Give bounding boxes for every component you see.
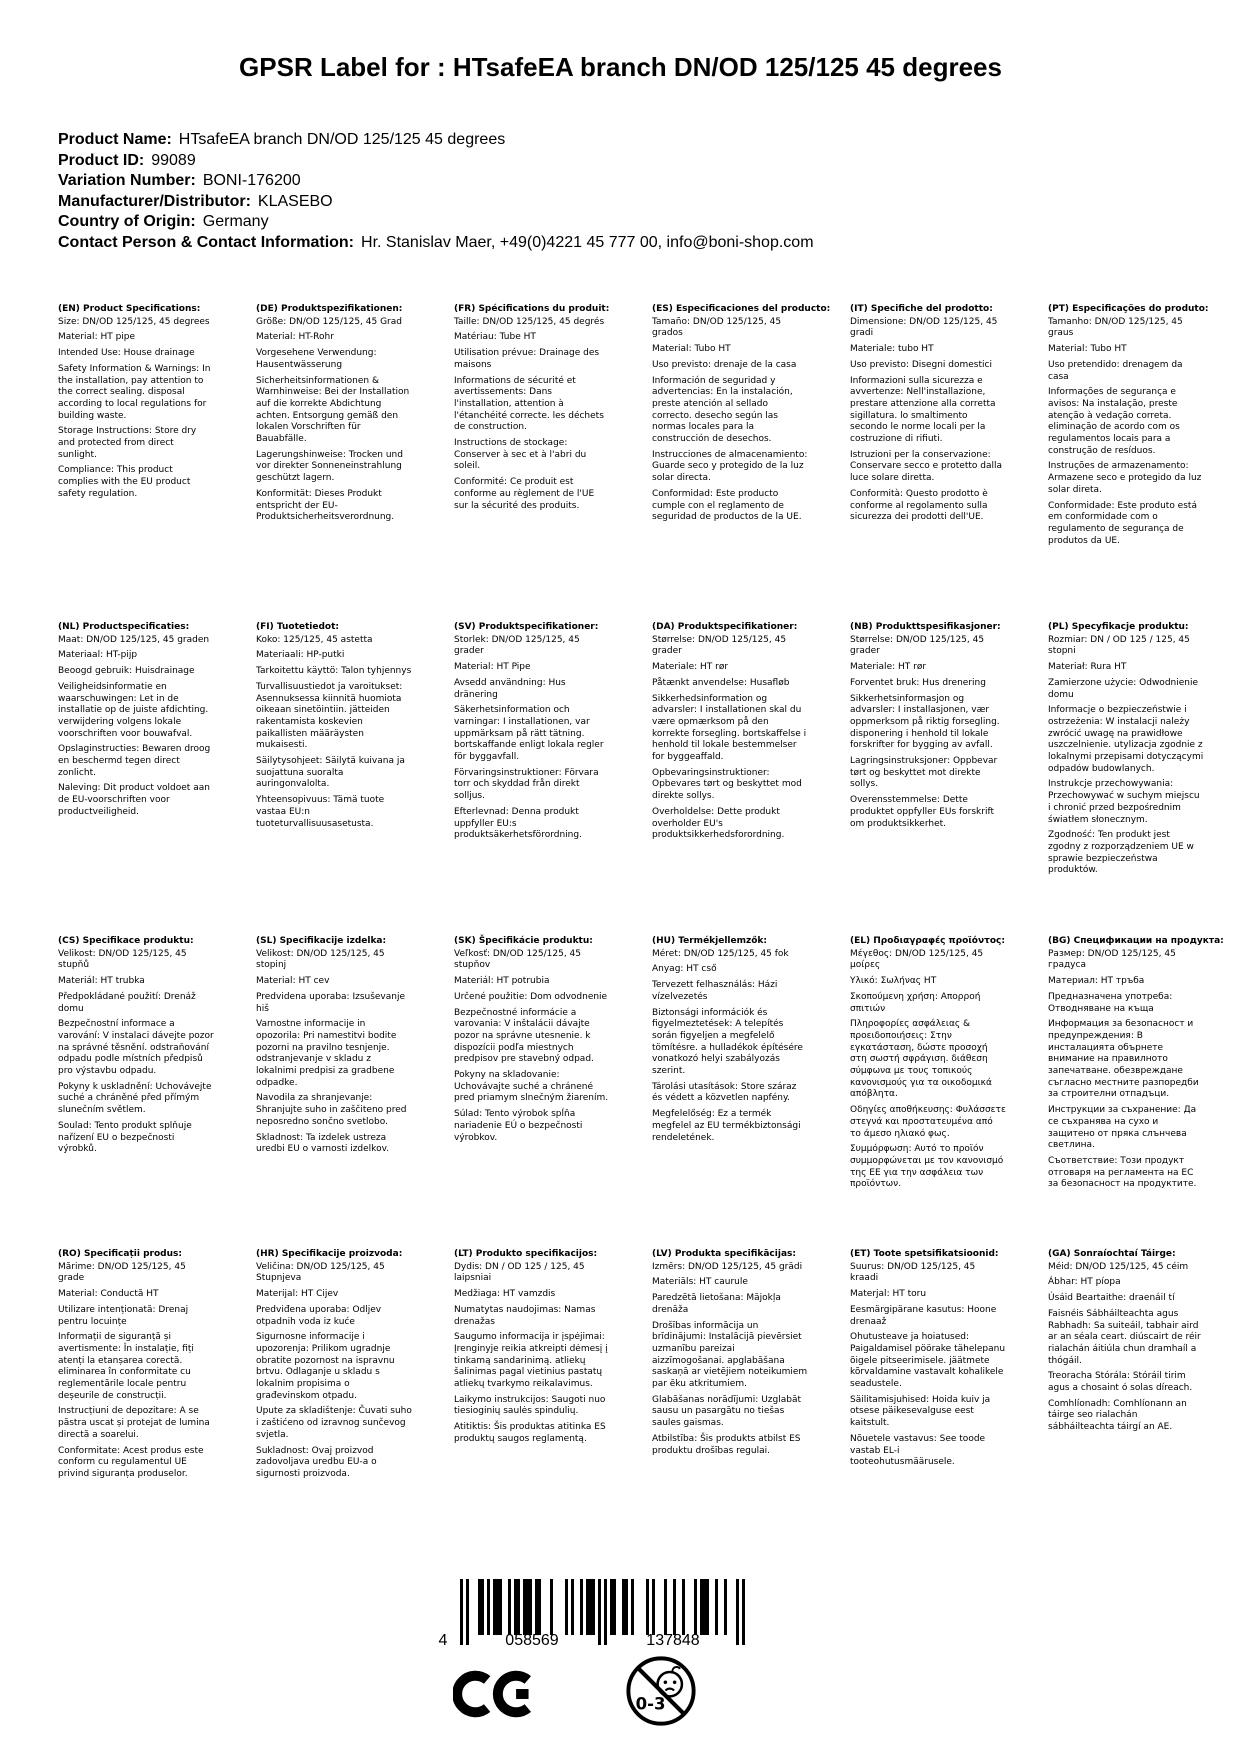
spec-block-header: (HR) Specifikacije proizvoda: — [256, 1249, 403, 1259]
spec-item: Tárolási utasítások: Store száraz és védett a közvetlen napfény. — [652, 1081, 797, 1104]
spec-block-sk — [454, 936, 610, 1148]
spec-block-header: (EL) Προδιαγραφές προϊόντος: — [850, 936, 1005, 946]
variation-number-value: BONI-176200 — [202, 172, 301, 189]
spec-block-header: (FI) Tuotetiedot: — [256, 622, 340, 632]
product-info-row — [58, 130, 814, 151]
spec-block-header: (SK) Špecifikácie produktu: — [454, 936, 593, 946]
spec-item: Informations de sécurité et avertissements: Dans l'installation, attention à l'étanchéité correcte. les déchets de construction. — [454, 375, 604, 433]
spec-block-header: (SV) Produktspecifikationer: — [454, 622, 599, 632]
spec-block-header: (LV) Produkta specifikācijas: — [652, 1249, 796, 1259]
spec-block-header: (CS) Specifikace produktu: — [58, 936, 194, 946]
spec-block-en — [58, 304, 214, 505]
spec-block-bg — [1048, 936, 1224, 1195]
spec-item: Lagringsinstruksjoner: Oppbevar tørt og beskyttet mot direkte sollys. — [850, 756, 998, 790]
spec-item: Предназначена употреба: Отводняване на къща — [1048, 991, 1173, 1014]
spec-item: Méid: DN/OD 125/125, 45 céim — [1048, 1261, 1189, 1272]
spec-item: Matériau: Tube HT — [454, 332, 536, 343]
spec-block-nb — [850, 622, 1006, 834]
spec-block-header: (ES) Especificaciones del producto: — [652, 304, 831, 314]
spec-item: Säilitamisjuhised: Hoida kuiv ja otsese päikesevalguse eest kaitstult. — [850, 1394, 991, 1429]
spec-item: Materiale: tubo HT — [850, 344, 934, 355]
spec-block-header: (BG) Спецификации на продукта: — [1048, 936, 1224, 946]
spec-item: Velikost: DN/OD 125/125, 45 stopinj — [256, 948, 385, 971]
spec-item: Materijal: HT Cijev — [256, 1289, 339, 1300]
spec-item: Dydis: DN / OD 125 / 125, 45 laipsniai — [454, 1261, 585, 1284]
product-info-row — [58, 192, 814, 213]
barcode-icon — [432, 1578, 752, 1652]
spec-block-header: (HU) Termékjellemzők: — [652, 936, 768, 946]
spec-item: Velikost: DN/OD 125/125, 45 stupňů — [58, 948, 187, 971]
spec-item: Størrelse: DN/OD 125/125, 45 grader — [652, 634, 787, 657]
spec-item: Atitiktis: Šis produktas atitinka ES produktų saugos reglamentą. — [454, 1422, 606, 1444]
spec-item: Materiał: Rura HT — [1048, 662, 1127, 673]
spec-block-header: (NL) Productspecificaties: — [58, 622, 190, 632]
spec-block-header: (FR) Spécifications du produit: — [454, 304, 610, 314]
spec-item: Drošības informācija un brīdinājumi: Instalācijā pievērsiet uzmanību pareizai aizzīmogošanai. apglabāšana saskaņā ar vietējiem noteikumiem par ēku atkritumiem. — [652, 1320, 808, 1390]
spec-block-es — [652, 304, 831, 528]
spec-item: Materiaali: HP-putki — [256, 650, 345, 661]
product-info-row — [58, 171, 814, 192]
spec-item: Taille: DN/OD 125/125, 45 degrés — [454, 316, 605, 327]
spec-item: Treoracha Stórála: Stóráil tirim agus a chosaint ó solas díreach. — [1048, 1371, 1193, 1394]
spec-item: Skladnost: Ta izdelek ustreza uredbi EU o varnosti izdelkov. — [256, 1132, 390, 1155]
spec-item: Pokyny k uskladnění: Uchovávejte suché a chráněné před přímým slunečním světlem. — [58, 1081, 212, 1116]
spec-item: Pokyny na skladovanie: Uchovávajte suché a chránené pred priamym slnečným žiarením. — [454, 1070, 609, 1104]
spec-block-header: (RO) Specificații produs: — [58, 1249, 182, 1259]
spec-item: Informacje o bezpieczeństwie i ostrzeżenia: W instalacji należy zwrócić uwagę na prawidłowe uszczelnienie. utylizacja zgodnie z lokalnymi przepisami dotyczącymi odpadów budowlanych. — [1048, 705, 1204, 774]
manufacturer-label: Manufacturer/Distributor: — [58, 192, 251, 210]
spec-item: Navodila za shranjevanje: Shranjujte suho in zaščiteno pred neposredno sončno svetlobo. — [256, 1093, 407, 1127]
spec-item: Beoogd gebruik: Huisdrainage — [58, 666, 195, 677]
spec-item: Información de seguridad y advertencias: En la instalación, preste atención al sellado correcto. desecho según las normas locales para la construcción de desechos. — [652, 375, 793, 445]
spec-item: Tamaño: DN/OD 125/125, 45 grados — [652, 316, 782, 339]
spec-item: Utilisation prévue: Drainage des maisons — [454, 348, 600, 370]
spec-item: Yhteensopivuus: Tämä tuote vastaa EU:n tuoteturvallisuusasetusta. — [256, 795, 385, 829]
spec-item: Uso previsto: drenaje de la casa — [652, 359, 797, 370]
spec-item: Σκοπούμενη χρήση: Απορροή σπιτιών — [850, 991, 981, 1014]
spec-item: Vorgesehene Verwendung: Hausentwässerung — [256, 348, 377, 370]
barcode-digit-group-1: 4 — [438, 1632, 448, 1649]
spec-item: Instruções de armazenamento: Armazene seco e protegido da luz solar direta. — [1048, 461, 1202, 495]
country-of-origin-label: Country of Origin: — [58, 213, 196, 230]
spec-item: Určené použitie: Dom odvodnenie — [454, 991, 608, 1002]
product-name-value: HTsafeEA branch DN/OD 125/125 45 degrees — [178, 131, 506, 148]
spec-item: Safety Information & Warnings: In the installation, pay attention to the correct sealing. disposal according to local regulations for building waste. — [58, 363, 211, 421]
spec-block-header: (NB) Produkttspesifikasjoner: — [850, 622, 1001, 632]
spec-item: Biztonsági információk és figyelmeztetések: A telepítés során figyeljen a megfelelő tömítésre. a hulladékok építésére vonatkozó helyi szabályozás szerint. — [652, 1007, 803, 1077]
spec-item: Material: Conductă HT — [58, 1289, 159, 1300]
variation-number-label: Variation Number: — [58, 172, 196, 189]
spec-block-header: (ET) Toote spetsifikatsioonid: — [850, 1249, 999, 1259]
spec-block-de — [256, 304, 412, 528]
spec-item: Инструкции за съхранение: Да се съхранява на сухо и защитено от пряка слънчева светлина. — [1048, 1105, 1197, 1151]
spec-item: Megfelelőség: Ez a termék megfelel az EU termékbiztonsági rendeletének. — [652, 1109, 801, 1143]
spec-item: Avsedd användning: Hus dränering — [454, 677, 566, 700]
spec-item: Soulad: Tento produkt splňuje nařízení EU o bezpečnosti výrobků. — [58, 1120, 192, 1155]
spec-block-header: (GA) Sonraíochtaí Táirge: — [1048, 1249, 1176, 1259]
spec-item: Upute za skladištenje: Čuvati suho i zaštićeno od izravnog sunčevog svjetla. — [256, 1406, 412, 1440]
ean13-barcode — [432, 1578, 752, 1656]
spec-block-da — [652, 622, 808, 846]
spec-item: Uso previsto: Disegni domestici — [850, 359, 992, 370]
spec-item: Materiál: HT potrubia — [454, 976, 550, 987]
spec-item: Atbilstība: Šis produkts atbilst ES produktu drošības regulai. — [652, 1433, 801, 1456]
spec-item: Material: HT-Rohr — [256, 332, 334, 343]
spec-item: Medžiaga: HT vamzdis — [454, 1289, 556, 1300]
spec-item: Zamierzone użycie: Odwodnienie domu — [1048, 677, 1199, 700]
spec-block-el — [850, 936, 1006, 1195]
spec-item: Veiligheidsinformatie en waarschuwingen: Let in de installatie op de juiste afdichting. verwijdering volgens lokale voorschriften voor bouwafval. — [58, 681, 209, 739]
spec-item: Materiaal: HT-pijp — [58, 650, 138, 661]
spec-item: Mărime: DN/OD 125/125, 45 grade — [58, 1261, 186, 1284]
spec-item: Veličina: DN/OD 125/125, 45 Stupnjeva — [256, 1261, 385, 1284]
spec-item: Conformidade: Este produto está em conformidade com o regulamento de segurança de produtos da UE. — [1048, 500, 1197, 546]
spec-block-fi — [256, 622, 412, 834]
spec-item: Úsáid Beartaithe: draenáil tí — [1048, 1293, 1175, 1304]
spec-item: Dimensione: DN/OD 125/125, 45 gradi — [850, 316, 998, 339]
spec-item: Bezpečnostní informace a varování: V instalaci dávejte pozor na správné těsnění. odstraňování odpadu podle místních předpisů pro výstavbu odpadu. — [58, 1019, 214, 1077]
spec-item: Sicherheitsinformationen & Warnhinweise: Bei der Installation auf die korrekte Abdichtung achten. Entsorgung gemäß den lokalen Vorschriften für Bauabfälle. — [256, 375, 410, 445]
spec-item: Съответствие: Този продукт отговаря на регламента на ЕС за безопасност на продуктите. — [1048, 1155, 1197, 1190]
spec-item: Forventet bruk: Hus drenering — [850, 677, 986, 688]
spec-item: Súlad: Tento výrobok spĺňa nariadenie EÚ o bezpečnosti výrobkov. — [454, 1109, 583, 1143]
spec-block-hu — [652, 936, 808, 1148]
spec-block-header: (DE) Produktspezifikationen: — [256, 304, 403, 314]
spec-grid — [58, 304, 1241, 1485]
spec-block-sv — [454, 622, 610, 846]
spec-item: Faisnéis Sábháilteachta agus Rabhadh: Sa suiteáil, tabhair aird ar an séala ceart. diúscairt de réir rialachán áitiúla chun dramhaíl a thógáil. — [1048, 1308, 1201, 1366]
spec-block-header: (SL) Specifikacije izdelka: — [256, 936, 387, 946]
spec-item: Uso pretendido: drenagem da casa — [1048, 359, 1183, 382]
spec-block-lv — [652, 1249, 808, 1461]
spec-item: Πληροφορίες ασφάλειας & προειδοποιήσεις: Στην εγκατάσταση, δώστε προσοχή στη σωστή σφράγιση. διάθεση σύμφωνα με τους τοπικούς κανονισμούς για τα οικοδομικά απόβλητα. — [850, 1019, 992, 1100]
spec-item: Efterlevnad: Denna produkt uppfyller EU:s produktsäkerhetsförordning. — [454, 806, 582, 841]
spec-item: Konformität: Dieses Produkt entspricht der EU-Produktsicherheitsverordnung. — [256, 488, 395, 523]
country-of-origin-value: Germany — [202, 213, 269, 230]
spec-item: Sikkerhedsinformation og advarsler: I installationen skal du være opmærksom på den korrekte forsegling. bortskaffelse i henhold til lokale bestemmelser for byggeaffald. — [652, 693, 807, 763]
spec-item: Naleving: Dit product voldoet aan de EU-voorschriften voor productveiligheid. — [58, 783, 210, 817]
spec-block-header: (IT) Specifiche del prodotto: — [850, 304, 993, 314]
spec-block-header: (PT) Especificações do produto: — [1048, 304, 1209, 314]
spec-block-pt — [1048, 304, 1209, 551]
spec-item: Material: HT cev — [256, 976, 330, 987]
spec-item: Utilizare intenționată: Drenaj pentru locuințe — [58, 1304, 189, 1327]
spec-item: Conformité: Ce produit est conforme au règlement de l'UE sur la sécurité des produits. — [454, 477, 595, 511]
spec-item: Информация за безопасност и предупреждения: В инсталацията обърнете внимание на правилното запечатване. обезвреждане съгласно местните разпоредби за строителни отпадъци. — [1048, 1019, 1199, 1100]
spec-item: Conformità: Questo prodotto è conforme al regolamento sulla sicurezza dei prodotti dell'UE. — [850, 488, 988, 523]
spec-item: Informações de segurança e avisos: Na instalação, preste atenção à vedação correta. eliminação de acordo com os regulamentos locais para a construção de resíduos. — [1048, 387, 1180, 456]
spec-block-header: (EN) Product Specifications: — [58, 304, 201, 314]
spec-item: Säkerhetsinformation och varningar: I installationen, var uppmärksam på rätt tätning. bortskaffande enligt lokala regler för byggavfall. — [454, 705, 604, 763]
spec-block-lt — [454, 1249, 610, 1450]
spec-item: Informazioni sulla sicurezza e avvertenze: Nell'installazione, prestare attenzione alla corretta sigillatura. lo smaltimento secondo le norme locali per la costruzione di rifiuti. — [850, 375, 996, 445]
spec-block-header: (LT) Produkto specifikacijos: — [454, 1249, 598, 1259]
spec-item: Συμμόρφωση: Αυτό το προϊόν συμμορφώνεται με τον κανονισμό της ΕΕ για την ασφάλεια των προϊόντων. — [850, 1144, 1004, 1190]
spec-item: Instrucțiuni de depozitare: A se păstra uscat și protejat de lumina directă a soarelui. — [58, 1406, 210, 1440]
spec-item: Size: DN/OD 125/125, 45 degrees — [58, 316, 210, 327]
spec-item: Υλικό: Σωλήνας HT — [850, 976, 937, 987]
spec-block-header: (DA) Produktspecifikationer: — [652, 622, 798, 632]
product-info-row — [58, 233, 814, 254]
spec-item: Izmērs: DN/OD 125/125, 45 grādi — [652, 1261, 803, 1272]
spec-item: Zgodność: Ten produkt jest zgodny z rozporządzeniem UE w sprawie bezpieczeństwa produktów. — [1048, 830, 1194, 876]
spec-item: Laikymo instrukcijos: Saugoti nuo tiesioginių saulės spindulių. — [454, 1394, 606, 1417]
spec-item: Instructions de stockage: Conserver à sec et à l'abri du soleil. — [454, 438, 587, 472]
spec-item: Předpokládané použití: Drenáž domu — [58, 991, 196, 1014]
spec-item: Οδηγίες αποθήκευσης: Φυλάσσετε στεγνά και προστατευμένα από το άμεσο ηλιακό φως. — [850, 1105, 1006, 1139]
spec-item: Materjal: HT toru — [850, 1289, 927, 1300]
spec-item: Material: Tubo HT — [1048, 344, 1127, 355]
spec-item: Material: HT pipe — [58, 332, 136, 343]
spec-item: Istruzioni per la conservazione: Conservare secco e protetto dalla luce solare diretta. — [850, 449, 1003, 484]
spec-item: Predvidena uporaba: Izsuševanje hiš — [256, 991, 406, 1014]
spec-item: Opslaginstructies: Bewaren droog en beschermd tegen direct zonlicht. — [58, 744, 211, 778]
spec-block-nl — [58, 622, 214, 823]
spec-item: Размер: DN/OD 125/125, 45 градуса — [1048, 948, 1176, 971]
spec-block-pl — [1048, 622, 1204, 881]
product-name-label: Product Name: — [58, 131, 172, 148]
spec-item: Paredzētā lietošana: Mājokļa drenāža — [652, 1293, 781, 1315]
spec-block-header: (PL) Specyfikacje produktu: — [1048, 622, 1189, 632]
spec-item: Opbevaringsinstruktioner: Opbevares tørt og beskyttet mod direkte sollys. — [652, 767, 802, 802]
spec-item: Sigurnosne informacije i upozorenja: Prilikom ugradnje obratite pozornost na ispravnu brtvu. Odlaganje u skladu s lokalnim propisima o građevinskom otpadu. — [256, 1332, 395, 1401]
spec-item: Turvallisuustiedot ja varoitukset: Asennuksessa kiinnitä huomiota oikeaan sinetöintiin. jätteiden rakentamista koskevien paikallisten määräysten mukaisesti. — [256, 681, 403, 751]
spec-item: Материал: HT тръба — [1048, 976, 1145, 987]
spec-item: Predviđena uporaba: Odljev otpadnih voda iz kuće — [256, 1304, 382, 1327]
spec-block-sl — [256, 936, 412, 1160]
spec-item: Comhlíonadh: Comhlíonann an táirge seo rialachán sábháilteachta táirgí an AE. — [1048, 1398, 1187, 1433]
spec-item: Materiál: HT trubka — [58, 976, 145, 987]
spec-item: Instrucciones de almacenamiento: Guarde seco y protegido de la luz solar directa. — [652, 449, 808, 484]
spec-item: Größe: DN/OD 125/125, 45 Grad — [256, 316, 402, 327]
spec-item: Μέγεθος: DN/OD 125/125, 45 μοίρες — [850, 948, 984, 971]
spec-block-et — [850, 1249, 1006, 1473]
spec-item: Nõuetele vastavus: See toode vastab EL-i tooteohutusmäärusele. — [850, 1433, 986, 1468]
spec-block-cs — [58, 936, 214, 1160]
spec-item: Numatytas naudojimas: Namas drenažas — [454, 1304, 596, 1327]
manufacturer-value: KLASEBO — [257, 192, 333, 210]
spec-item: Instrukcje przechowywania: Przechowywać w suchym miejscu i chronić przed bezpośrednim światłem słonecznym. — [1048, 779, 1200, 825]
spec-item: Eesmärgipärane kasutus: Hoone drenaaž — [850, 1304, 997, 1327]
age-warning-0-3-icon — [624, 1654, 698, 1732]
spec-item: Rozmiar: DN / OD 125 / 125, 45 stopni — [1048, 634, 1190, 657]
spec-item: Størrelse: DN/OD 125/125, 45 grader — [850, 634, 985, 657]
spec-item: Anyag: HT cső — [652, 964, 717, 975]
ce-mark-icon — [453, 1665, 541, 1727]
spec-block-ga — [1048, 1249, 1204, 1438]
spec-item: Storage Instructions: Store dry and protected from direct sunlight. — [58, 426, 197, 460]
spec-item: Ábhar: HT píopa — [1048, 1277, 1121, 1288]
spec-block-it — [850, 304, 1006, 528]
spec-block-ro — [58, 1249, 214, 1485]
spec-item: Material: Tubo HT — [652, 344, 731, 355]
barcode-digit-group-2: 058569 — [505, 1632, 559, 1649]
product-info-row — [58, 151, 814, 172]
spec-block-hr — [256, 1249, 412, 1485]
spec-item: Suurus: DN/OD 125/125, 45 kraadi — [850, 1261, 976, 1284]
spec-item: Méret: DN/OD 125/125, 45 fok — [652, 948, 789, 959]
spec-item: Förvaringsinstruktioner: Förvara torr och skyddad från direkt solljus. — [454, 767, 599, 802]
spec-item: Intended Use: House drainage — [58, 348, 195, 359]
contact-label: Contact Person & Contact Information: — [58, 233, 355, 251]
spec-item: Ohutusteave ja hoiatused: Paigaldamisel pöörake tähelepanu õigele pitseerimisele. jäätmete kõrvaldamine vastavalt kohalikele seadustele. — [850, 1332, 1006, 1390]
spec-item: Material: HT Pipe — [454, 662, 531, 673]
spec-item: Påtænkt anvendelse: Husafløb — [652, 677, 790, 688]
spec-item: Varnostne informacije in opozorila: Pri namestitvi bodite pozorni na pravilno tesnjenje. odstranjevanje v skladu z lokalnimi predpisi za gradbene odpadke. — [256, 1019, 397, 1088]
spec-item: Materiale: HT rør — [850, 662, 927, 673]
product-info-row — [58, 212, 814, 233]
spec-item: Sikkerhetsinformasjon og advarsler: I installasjonen, vær oppmerksom på riktig forsegling. disponering i henhold til lokale forskrifter for bygging av avfall. — [850, 693, 1000, 751]
page-title: GPSR Label for : HTsafeEA branch DN/OD 125/125 45 degrees — [239, 52, 1002, 82]
spec-item: Overensstemmelse: Dette produktet oppfyller EUs forskrift om produktsikkerhet. — [850, 795, 995, 829]
spec-item: Materiale: HT rør — [652, 662, 729, 673]
spec-item: Maat: DN/OD 125/125, 45 graden — [58, 634, 210, 645]
age-warning-label: 0-3 — [635, 1694, 666, 1714]
contact-value: Hr. Stanislav Maer, +49(0)4221 45 777 00, info@boni-shop.com — [361, 233, 814, 251]
spec-item: Tamanho: DN/OD 125/125, 45 graus — [1048, 316, 1183, 339]
spec-item: Saugumo informacija ir įspėjimai: Įrenginyje reikia atkreipti dėmesį į tinkamą sandarinimą. atliekų šalinimas pagal vietinius pastatų atliekų tvarkymo reikalavimus. — [454, 1332, 608, 1390]
spec-item: Materiāls: HT caurule — [652, 1277, 748, 1288]
spec-item: Compliance: This product complies with the EU product safety regulation. — [58, 465, 191, 499]
product-id-label: Product ID: — [58, 151, 145, 169]
spec-item: Lagerungshinweise: Trocken und vor direkter Sonneneinstrahlung geschützt lagern. — [256, 449, 403, 484]
spec-item: Conformitate: Acest produs este conform cu regulamentul UE privind siguranța produselor. — [58, 1445, 204, 1479]
spec-item: Veľkosť: DN/OD 125/125, 45 stupňov — [454, 948, 582, 971]
spec-item: Tarkoitettu käyttö: Talon tyhjennys — [256, 666, 412, 677]
spec-item: Koko: 125/125, 45 astetta — [256, 634, 373, 645]
product-id-value: 99089 — [151, 151, 196, 169]
spec-item: Bezpečnostné informácie a varovania: V inštalácii dávajte pozor na správne utesnenie. k dispozícii podľa miestnych predpisov pre stavebný odpad. — [454, 1007, 594, 1065]
spec-item: Overholdelse: Dette produkt overholder EU's produktsikkerhedsforordning. — [652, 806, 785, 841]
spec-item: Conformidad: Este producto cumple con el reglamento de seguridad de productos de la UE. — [652, 488, 802, 523]
footer — [0, 1575, 1241, 1754]
spec-item: Sukladnost: Ovaj proizvod zadovoljava uredbu EU-a o sigurnosti proizvoda. — [256, 1445, 377, 1479]
spec-item: Storlek: DN/OD 125/125, 45 grader — [454, 634, 580, 657]
spec-block-fr — [454, 304, 610, 516]
spec-item: Säilytysohjeet: Säilytä kuivana ja suojattuna suoralta auringonvalolta. — [256, 756, 405, 790]
barcode-digit-group-3: 137848 — [646, 1632, 700, 1649]
spec-item: Glabāšanas norādījumi: Uzglabāt sausu un pasargātu no tiešas saules gaismas. — [652, 1394, 801, 1429]
spec-item: Tervezett felhasználás: Házi vízelvezetés — [652, 980, 778, 1002]
product-info — [58, 130, 814, 253]
spec-item: Informații de siguranță și avertismente: În instalație, fiți atenți la etanșarea corectă. eliminarea în conformitate cu reglementările locale pentru deșeurile de construcții. — [58, 1332, 194, 1401]
